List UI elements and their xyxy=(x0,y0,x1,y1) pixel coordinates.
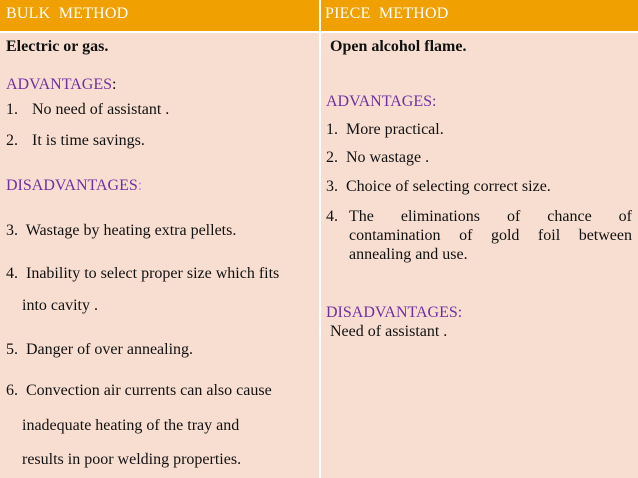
piece-advantage-3 xyxy=(326,177,551,197)
piece-advantage-1 xyxy=(326,120,444,140)
bulk-disadvantages-label: DISADVANTAGES xyxy=(6,177,138,194)
header-bulk-method: BULK METHOD xyxy=(6,5,129,22)
header-piece-method: PIECE METHOD xyxy=(325,5,449,22)
piece-advantage-4-line2: contamination of gold foil between xyxy=(349,227,632,244)
bulk-advantage-2 xyxy=(6,131,145,151)
bulk-subtitle: Electric or gas. xyxy=(6,38,109,55)
list-text: It is time savings. xyxy=(32,132,145,149)
list-text: More practical. xyxy=(346,121,444,138)
bulk-disadvantage-6: 6. Convection air currents can also cause xyxy=(6,382,272,399)
list-number: 1. xyxy=(6,101,18,118)
bulk-advantages-colon: : xyxy=(111,76,117,93)
bulk-disadvantage-3: 3. Wastage by heating extra pellets. xyxy=(6,222,237,239)
bulk-advantages-label: ADVANTAGES xyxy=(6,76,112,93)
bulk-disadvantage-4: 4. Inability to select proper size which fits xyxy=(6,265,280,282)
bulk-advantage-1 xyxy=(6,100,169,120)
piece-disadvantages-heading: DISADVANTAGES: xyxy=(326,304,463,321)
piece-disadvantage-1: Need of assistant . xyxy=(330,323,448,340)
piece-subtitle: Open alcohol flame. xyxy=(330,38,467,55)
piece-advantage-4-line3: annealing and use. xyxy=(349,246,468,263)
list-number: 3. xyxy=(326,178,338,195)
list-text: Choice of selecting correct size. xyxy=(346,178,551,195)
list-number: 1. xyxy=(326,121,338,138)
bulk-disadvantages-colon: : xyxy=(137,177,143,194)
bulk-advantages-heading xyxy=(6,75,116,95)
piece-advantage-4-line1: The eliminations of chance of xyxy=(349,208,632,225)
piece-advantages-heading: ADVANTAGES: xyxy=(326,93,437,110)
piece-advantage-4-number: 4. xyxy=(326,208,338,225)
column-divider xyxy=(319,0,321,478)
list-text: No need of assistant . xyxy=(32,101,170,118)
list-text: No wastage . xyxy=(346,149,430,166)
bulk-disadvantage-6-cont2: results in poor welding properties. xyxy=(22,451,242,468)
piece-advantage-2 xyxy=(326,148,429,168)
list-number: 2. xyxy=(6,132,18,149)
bulk-disadvantage-5: 5. Danger of over annealing. xyxy=(6,341,194,358)
bulk-disadvantage-6-cont: inadequate heating of the tray and xyxy=(22,417,240,434)
bulk-disadvantage-4-cont: into cavity . xyxy=(22,297,98,314)
list-number: 2. xyxy=(326,149,338,166)
bulk-disadvantages-heading xyxy=(6,176,142,196)
